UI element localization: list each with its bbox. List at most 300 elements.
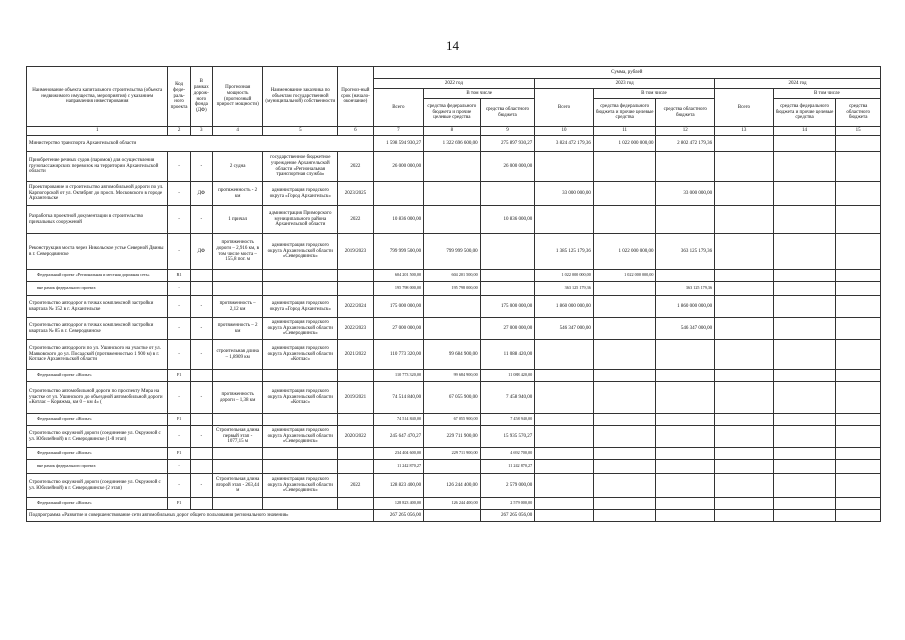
column-number: 4 <box>212 127 263 136</box>
row-capacity <box>212 370 263 382</box>
row-2024-cell <box>715 370 774 382</box>
row-fed-2022 <box>424 206 481 234</box>
row-fed-2022: 126 244 400,00 <box>424 474 481 498</box>
column-number: 15 <box>836 127 881 136</box>
row-2024-cell <box>836 206 881 234</box>
header-sum: Сумма, рублей <box>373 67 880 79</box>
row-total-2023 <box>535 426 594 448</box>
row-total-2022: 128 823 400,00 <box>373 498 424 510</box>
row-name: Строительство окружной дороги (соединение ул. Окружной с ул. Юбилейной) в г. Северодвинске (2 этап) <box>27 474 168 498</box>
header-year-2024: 2024 год <box>715 79 881 89</box>
row-total-2022: 74 514 840,00 <box>373 414 424 426</box>
row-capacity: Строительная длина второй этап - 263,44 м <box>212 474 263 498</box>
row-total-2023 <box>535 474 594 498</box>
row-total-2022: 604 201 500,00 <box>373 270 424 282</box>
row-total-2023 <box>535 206 594 234</box>
row-reg-2022: 2 579 000,00 <box>480 474 535 498</box>
row-2024-cell <box>836 498 881 510</box>
row-2024-cell <box>836 426 881 448</box>
row-reg-2023 <box>656 206 715 234</box>
row-name: вне рамок федерального проекта <box>27 460 168 474</box>
row-total-2022: 245 647 470,27 <box>373 426 424 448</box>
row-code: - <box>168 318 190 340</box>
header-incl-2023: В том числе <box>593 89 714 99</box>
row-road-fund: - <box>190 382 212 414</box>
row-reg-2022: 10 836 000,00 <box>480 206 535 234</box>
ministry-total-2024 <box>715 136 774 152</box>
table-row <box>27 152 881 182</box>
row-2024-cell <box>773 382 836 414</box>
row-fed-2022: 67 055 900,00 <box>424 414 481 426</box>
row-2024-cell <box>836 152 881 182</box>
row-2024-cell <box>836 460 881 474</box>
row-name: Строительство автомобильной дороги по проспекту Мира на участке от ул. Ушинского до объездной автомобильной дороги «Котлас – Коряжма, км 0 – км 4» ( <box>27 382 168 414</box>
header-reg-2022: средства областного бюджета <box>480 99 535 127</box>
row-fed-2023 <box>593 282 656 296</box>
table-row <box>27 182 881 206</box>
row-fed-2022 <box>424 296 481 318</box>
row-fed-2023 <box>593 318 656 340</box>
row-fed-2022: 799 999 500,00 <box>424 234 481 270</box>
row-capacity <box>212 414 263 426</box>
row-2024-cell <box>836 414 881 426</box>
row-road-fund: - <box>190 206 212 234</box>
column-number: 14 <box>773 127 836 136</box>
row-name: вне рамок федерального проекта <box>27 282 168 296</box>
row-period: 2019/2023 <box>338 234 373 270</box>
row-total-2022: 175 000 000,00 <box>373 296 424 318</box>
row-total-2023: 1 385 125 179,36 <box>535 234 594 270</box>
row-capacity: протяженность – 2 км <box>212 318 263 340</box>
row-2024-cell <box>773 414 836 426</box>
row-2024-cell <box>715 448 774 460</box>
table-row <box>27 296 881 318</box>
row-reg-2023 <box>656 474 715 498</box>
row-period <box>338 282 373 296</box>
row-period <box>338 414 373 426</box>
row-road-fund <box>190 460 212 474</box>
row-reg-2023 <box>656 270 715 282</box>
row-2024-cell <box>773 296 836 318</box>
row-period <box>338 460 373 474</box>
row-total-2023: 546 347 000,00 <box>535 318 594 340</box>
row-customer <box>263 270 338 282</box>
row-2024-cell <box>715 498 774 510</box>
ministry-name: Министерство транспорта Архангельской области <box>27 136 374 152</box>
row-reg-2023: 33 000 000,00 <box>656 182 715 206</box>
row-2024-cell <box>715 282 774 296</box>
table-subrow <box>27 498 881 510</box>
row-total-2022: 234 404 600,00 <box>373 448 424 460</box>
row-2024-cell <box>715 340 774 370</box>
row-2024-cell <box>715 426 774 448</box>
row-road-fund <box>190 282 212 296</box>
column-number: 2 <box>168 127 190 136</box>
row-reg-2022: 15 935 570,27 <box>480 426 535 448</box>
row-2024-cell <box>773 498 836 510</box>
row-2024-cell <box>773 460 836 474</box>
column-number-row <box>27 127 881 136</box>
ministry-reg-2022: 275 897 930,27 <box>480 136 535 152</box>
row-fed-2023 <box>593 426 656 448</box>
row-code: - <box>168 460 190 474</box>
row-reg-2022: 11 088 420,00 <box>480 370 535 382</box>
row-road-fund: ДФ <box>190 234 212 270</box>
row-2024-cell <box>715 152 774 182</box>
column-number: 6 <box>338 127 373 136</box>
table-row <box>27 340 881 370</box>
row-name: Федеральный проект «Жилье» <box>27 448 168 460</box>
row-period: 2019/2021 <box>338 382 373 414</box>
row-2024-cell <box>773 152 836 182</box>
header-reg-2023: средства областного бюджета <box>656 99 715 127</box>
row-customer <box>263 448 338 460</box>
row-name: Проектирование и строительство автомобильной дороги по ул. Карпогорской от ул. Октябрят до просп. Московского в городе Архангельске <box>27 182 168 206</box>
row-fed-2022: 229 711 900,00 <box>424 448 481 460</box>
subprogram-reg-2022: 267 265 056,00 <box>480 510 535 522</box>
row-reg-2022 <box>480 182 535 206</box>
header-period: Прогноз-ный срок (начало-окончание) <box>338 67 373 127</box>
row-period: 2022 <box>338 152 373 182</box>
row-total-2023 <box>535 460 594 474</box>
row-period <box>338 270 373 282</box>
row-reg-2022: 26 000 000,00 <box>480 152 535 182</box>
ministry-fed-2022: 1 322 696 600,00 <box>424 136 481 152</box>
row-customer: администрация городского округа «Город Архангельск» <box>263 182 338 206</box>
row-total-2022: 110 773 320,00 <box>373 370 424 382</box>
row-total-2022: 27 000 000,00 <box>373 318 424 340</box>
row-period: 2022/2023 <box>338 318 373 340</box>
ministry-fed-2023: 1 022 000 000,00 <box>593 136 656 152</box>
row-2024-cell <box>836 474 881 498</box>
row-fed-2023: 1 022 000 000,00 <box>593 234 656 270</box>
row-capacity <box>212 282 263 296</box>
row-2024-cell <box>836 370 881 382</box>
row-road-fund: - <box>190 340 212 370</box>
row-fed-2023 <box>593 460 656 474</box>
row-period <box>338 370 373 382</box>
row-road-fund: - <box>190 474 212 498</box>
row-customer: государственное бюджетное учреждение Архангельской области «Региональная транспортная служба» <box>263 152 338 182</box>
row-2024-cell <box>773 448 836 460</box>
row-code: F1 <box>168 448 190 460</box>
row-capacity: протяженность – 2,12 км <box>212 296 263 318</box>
row-capacity: протяженность дороги – 2,916 км, в том числе моста – 155,8 пог. м <box>212 234 263 270</box>
row-fed-2022 <box>424 460 481 474</box>
row-fed-2023 <box>593 340 656 370</box>
row-fed-2023: 1 022 000 000,00 <box>593 270 656 282</box>
row-2024-cell <box>715 414 774 426</box>
row-code: - <box>168 340 190 370</box>
header-within-fund: В рамках дорож-ного фонда (ДФ) <box>190 67 212 127</box>
row-2024-cell <box>715 270 774 282</box>
row-2024-cell <box>715 296 774 318</box>
row-period: 2020/2022 <box>338 426 373 448</box>
row-name: Федеральный проект «Региональная и местная дорожная сеть» <box>27 270 168 282</box>
row-period: 2022/2024 <box>338 296 373 318</box>
row-code: - <box>168 296 190 318</box>
row-name: Реконструкция моста через Никольское устье Северной Двины в г. Северодвинске <box>27 234 168 270</box>
row-code: - <box>168 182 190 206</box>
ministry-reg-2023: 2 802 472 179,36 <box>656 136 715 152</box>
row-fed-2023 <box>593 498 656 510</box>
row-fed-2023 <box>593 370 656 382</box>
row-reg-2022 <box>480 282 535 296</box>
column-number: 9 <box>480 127 535 136</box>
row-code: F1 <box>168 498 190 510</box>
row-fed-2022: 67 055 900,00 <box>424 382 481 414</box>
table-subrow <box>27 282 881 296</box>
table-row <box>27 382 881 414</box>
row-period: 2022 <box>338 206 373 234</box>
header-fed-2022: средства федерального бюджета и прочие целевые средства <box>424 99 481 127</box>
row-reg-2022: 27 000 000,00 <box>480 318 535 340</box>
row-2024-cell <box>715 234 774 270</box>
row-road-fund <box>190 370 212 382</box>
row-code: - <box>168 474 190 498</box>
row-total-2023 <box>535 370 594 382</box>
row-2024-cell <box>773 270 836 282</box>
row-reg-2023 <box>656 382 715 414</box>
row-fed-2023 <box>593 152 656 182</box>
row-2024-cell <box>836 448 881 460</box>
row-total-2023 <box>535 340 594 370</box>
row-reg-2023 <box>656 426 715 448</box>
row-fed-2023 <box>593 448 656 460</box>
table-subrow <box>27 270 881 282</box>
row-2024-cell <box>773 234 836 270</box>
row-total-2022: 74 514 840,00 <box>373 382 424 414</box>
row-road-fund: ДФ <box>190 182 212 206</box>
row-code: F1 <box>168 370 190 382</box>
row-2024-cell <box>836 234 881 270</box>
column-number: 3 <box>190 127 212 136</box>
ministry-total-2023: 3 824 472 179,36 <box>535 136 594 152</box>
row-capacity: 2 судна <box>212 152 263 182</box>
column-number: 11 <box>593 127 656 136</box>
row-total-2022: 799 999 500,00 <box>373 234 424 270</box>
row-2024-cell <box>836 182 881 206</box>
row-total-2023 <box>535 382 594 414</box>
row-road-fund: - <box>190 296 212 318</box>
row-name: Строительство автодорог в точках комплексной застройки квартала № 85 в г. Северодвинске <box>27 318 168 340</box>
row-total-2022 <box>373 182 424 206</box>
row-customer: администрация Приморского муниципального района Архангельской области <box>263 206 338 234</box>
row-name: Строительство окружной дороги (соединение ул. Окружной с ул. Юбилейной) в г. Северодвинске (1-й этап) <box>27 426 168 448</box>
subprogram-empty-5 <box>773 510 836 522</box>
table-row <box>27 426 881 448</box>
column-number: 7 <box>373 127 424 136</box>
row-2024-cell <box>836 296 881 318</box>
row-2024-cell <box>836 340 881 370</box>
row-total-2022: 110 773 320,00 <box>373 340 424 370</box>
header-code: Код феде-раль-ного проекта <box>168 67 190 127</box>
row-reg-2022: 4 692 700,00 <box>480 448 535 460</box>
row-2024-cell <box>773 474 836 498</box>
row-road-fund: - <box>190 318 212 340</box>
row-road-fund: - <box>190 152 212 182</box>
row-road-fund <box>190 270 212 282</box>
row-reg-2023 <box>656 498 715 510</box>
row-total-2022: 128 823 400,00 <box>373 474 424 498</box>
row-name: Приобретение речных судов (паромов) для осуществления грузопассажирских перевозок на территории Архангельской области <box>27 152 168 182</box>
row-fed-2022: 229 711 900,00 <box>424 426 481 448</box>
row-code: - <box>168 152 190 182</box>
table-row <box>27 318 881 340</box>
row-reg-2023: 363 125 179,36 <box>656 234 715 270</box>
row-road-fund <box>190 414 212 426</box>
row-capacity: Строительная длина первый этап - 1077,15 м <box>212 426 263 448</box>
row-code: - <box>168 426 190 448</box>
table-row <box>27 206 881 234</box>
row-reg-2023: 546 347 000,00 <box>656 318 715 340</box>
column-number: 13 <box>715 127 774 136</box>
row-fed-2023 <box>593 182 656 206</box>
row-capacity <box>212 448 263 460</box>
row-2024-cell <box>773 318 836 340</box>
row-2024-cell <box>715 460 774 474</box>
header-total-2022: Всего <box>373 89 424 127</box>
header-customer: Наименование заказчика по объектам государственной (муниципальной) собственности <box>263 67 338 127</box>
row-reg-2023 <box>656 448 715 460</box>
row-customer <box>263 370 338 382</box>
row-name: Федеральный проект «Жилье» <box>27 370 168 382</box>
row-customer <box>263 460 338 474</box>
subprogram-empty-3 <box>656 510 715 522</box>
row-customer: администрация городского округа Архангельской области «Северодвинск» <box>263 318 338 340</box>
header-capacity: Прогнозная мощность (прогнозный прирост мощности) <box>212 67 263 127</box>
row-total-2023: 1 860 000 000,00 <box>535 296 594 318</box>
row-total-2022: 10 836 000,00 <box>373 206 424 234</box>
row-customer: администрация городского округа Архангельской области «Северодвинск» <box>263 234 338 270</box>
row-fed-2022: 99 684 900,00 <box>424 370 481 382</box>
row-total-2023: 1 022 000 000,00 <box>535 270 594 282</box>
budget-table <box>26 66 881 522</box>
column-number: 5 <box>263 127 338 136</box>
row-customer: администрация городского округа Архангельской области «Северодвинск» <box>263 426 338 448</box>
column-number: 8 <box>424 127 481 136</box>
row-fed-2023 <box>593 474 656 498</box>
ministry-fed-2024 <box>773 136 836 152</box>
row-name: Разработка проектной документации в строительство причальных сооружений <box>27 206 168 234</box>
header-year-2022: 2022 год <box>373 79 535 89</box>
row-reg-2022: 175 000 000,00 <box>480 296 535 318</box>
table-subrow <box>27 414 881 426</box>
subprogram-total-2022: 267 265 056,00 <box>373 510 424 522</box>
ministry-total-2022: 1 598 594 930,27 <box>373 136 424 152</box>
header-total-2024: Всего <box>715 89 774 127</box>
row-reg-2023 <box>656 152 715 182</box>
row-total-2023: 33 000 000,00 <box>535 182 594 206</box>
row-road-fund: - <box>190 426 212 448</box>
row-2024-cell <box>715 318 774 340</box>
row-customer: администрация городского округа Архангельской области «Котлас» <box>263 340 338 370</box>
row-2024-cell <box>715 206 774 234</box>
header-fed-2024: средства федерального бюджета и прочие целевые средства <box>773 99 836 127</box>
row-total-2023 <box>535 414 594 426</box>
row-reg-2022 <box>480 270 535 282</box>
row-reg-2023 <box>656 370 715 382</box>
column-number: 1 <box>27 127 168 136</box>
row-road-fund <box>190 498 212 510</box>
header-year-2023: 2023 год <box>535 79 715 89</box>
row-name: Строительство автодороги по ул. Ушинского на участке от ул. Маяковского до ул. Посадской (протяженностью 1 900 м) в г. Котласе Архангельской области <box>27 340 168 370</box>
subprogram-empty-1 <box>535 510 594 522</box>
header-fed-2023: средства федерального бюджета и прочие целевые средства <box>593 99 656 127</box>
row-fed-2022 <box>424 152 481 182</box>
row-fed-2023 <box>593 296 656 318</box>
row-reg-2023: 363 125 179,36 <box>656 282 715 296</box>
row-code: - <box>168 234 190 270</box>
header-incl-2022: В том числе <box>424 89 535 99</box>
row-2024-cell <box>715 382 774 414</box>
row-capacity: строительная длина – 1,8909 км <box>212 340 263 370</box>
row-2024-cell <box>773 182 836 206</box>
header-incl-2024: В том числе <box>773 89 880 99</box>
subprogram-empty-2 <box>593 510 656 522</box>
table-row <box>27 474 881 498</box>
row-period <box>338 448 373 460</box>
row-total-2022: 11 242 870,27 <box>373 460 424 474</box>
subprogram-fed-2022 <box>424 510 481 522</box>
row-2024-cell <box>773 206 836 234</box>
row-capacity <box>212 460 263 474</box>
row-2024-cell <box>836 382 881 414</box>
row-period: 2023/2025 <box>338 182 373 206</box>
row-fed-2023 <box>593 382 656 414</box>
row-period <box>338 498 373 510</box>
row-fed-2022: 604 201 500,00 <box>424 270 481 282</box>
row-road-fund <box>190 448 212 460</box>
row-name: Федеральный проект «Жилье» <box>27 414 168 426</box>
row-customer: администрация городского округа «Город Архангельск» <box>263 296 338 318</box>
row-code: - <box>168 282 190 296</box>
row-2024-cell <box>773 282 836 296</box>
table-row <box>27 234 881 270</box>
row-reg-2023 <box>656 340 715 370</box>
table-subrow <box>27 370 881 382</box>
row-total-2023 <box>535 448 594 460</box>
row-capacity <box>212 270 263 282</box>
row-reg-2023 <box>656 460 715 474</box>
subprogram-name: Подпрограмма «Развитие и совершенствование сети автомобильных дорог общего пользования регионального значения» <box>27 510 374 522</box>
table-subrow <box>27 460 881 474</box>
row-fed-2023 <box>593 414 656 426</box>
subprogram-empty-6 <box>836 510 881 522</box>
row-reg-2022 <box>480 234 535 270</box>
row-reg-2022: 11 242 870,27 <box>480 460 535 474</box>
row-code: F1 <box>168 414 190 426</box>
row-reg-2022: 2 579 000,00 <box>480 498 535 510</box>
row-period: 2022 <box>338 474 373 498</box>
subprogram-empty-4 <box>715 510 774 522</box>
row-2024-cell <box>715 474 774 498</box>
row-fed-2022 <box>424 318 481 340</box>
column-number: 12 <box>656 127 715 136</box>
row-reg-2022: 11 088 420,00 <box>480 340 535 370</box>
row-2024-cell <box>715 182 774 206</box>
row-2024-cell <box>773 340 836 370</box>
column-number: 10 <box>535 127 594 136</box>
row-total-2023 <box>535 498 594 510</box>
row-fed-2022 <box>424 182 481 206</box>
ministry-reg-2024 <box>836 136 881 152</box>
row-fed-2022: 126 244 400,00 <box>424 498 481 510</box>
row-total-2022: 195 798 000,00 <box>373 282 424 296</box>
row-customer <box>263 282 338 296</box>
row-code: R1 <box>168 270 190 282</box>
row-fed-2022: 99 684 900,00 <box>424 340 481 370</box>
